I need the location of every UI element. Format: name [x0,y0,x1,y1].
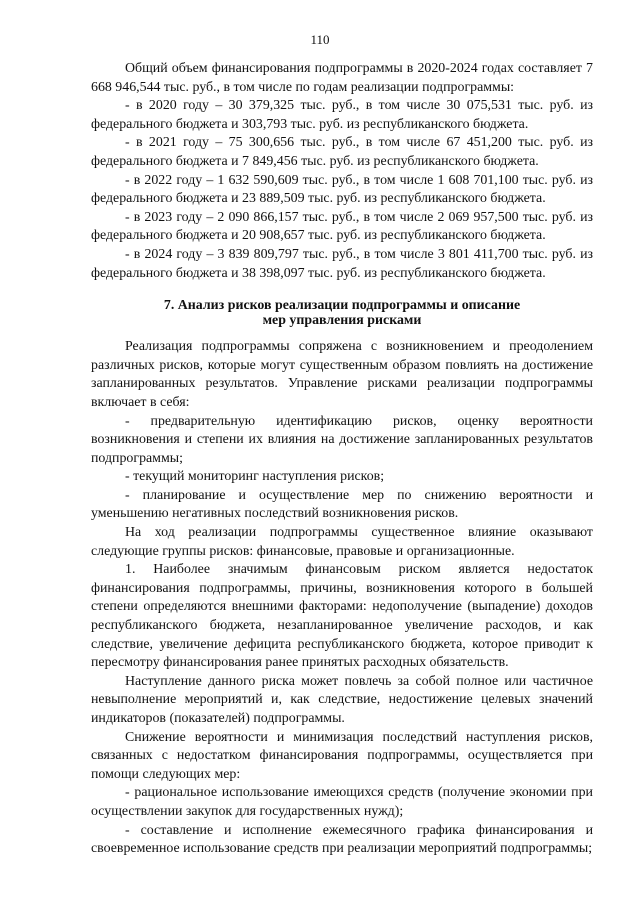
financing-2023-paragraph: - в 2023 году – 2 090 866,157 тыс. руб., в том числе 2 069 957,500 тыс. руб. из федерального бюджета и 20 908,657 тыс. руб. из республиканского бюджета. [91,209,593,244]
section-heading-line-2: мер управления рисками [262,312,422,328]
risk-list-item-planning: - планирование и осуществление мер по снижению вероятности и уменьшению негативных последствий возникновения рисков. [91,487,593,522]
risk-groups-paragraph: На ход реализации подпрограммы существенное влияние оказывают следующие группы рисков: финансовые, правовые и организационные. [91,525,593,559]
risk-mitigation-paragraph: Снижение вероятности и минимизация последствий наступления рисков, связанных с недостатком финансирования подпрограммы, осуществляется при помощи следующих мер: [91,729,593,782]
risk-consequence-paragraph: Наступление данного риска может повлечь за собой полное или частичное невыполнение мероприятий и, как следствие, недостижение целевых значений индикаторов (показателей) подпрограммы. [91,673,593,726]
financing-2020-paragraph: - в 2020 году – 30 379,325 тыс. руб., в том числе 30 075,531 тыс. руб. из федерального бюджета и 303,793 тыс. руб. из республиканского бюджета. [91,98,593,132]
risk-list-item-identification: - предварительную идентификацию рисков, оценку вероятности возникновения и степени их влияния на достижение запланированных результатов подпрограммы; [91,413,593,466]
risk-intro-paragraph: Реализация подпрограммы сопряжена с возникновением и преодолением различных рисков, которые могут существенным образом повлиять на достижение запланированных результатов. Управление рисками реализации подпрограммы включает в себя: [91,339,593,410]
risk-list-item-monitoring: - текущий мониторинг наступления рисков; [125,469,385,485]
financing-2021-paragraph: - в 2021 году – 75 300,656 тыс. руб., в том числе 67 451,200 тыс. руб. из федерального бюджета и 7 849,456 тыс. руб. из республиканского бюджета. [91,135,593,169]
section-heading [91,299,593,328]
document-body [91,60,593,859]
financing-2024-paragraph: - в 2024 году – 3 839 809,797 тыс. руб., в том числе 3 801 411,700 тыс. руб. из федерального бюджета и 38 398,097 тыс. руб. из республиканского бюджета. [91,246,593,281]
financing-2022-paragraph: - в 2022 году – 1 632 590,609 тыс. руб., в том числе 1 608 701,100 тыс. руб. из федерального бюджета и 23 889,509 тыс. руб. из республиканского бюджета. [91,172,593,207]
financial-risk-paragraph: 1. Наиболее значимым финансовым риском является недостаток финансирования подпрограммы, причины, возникновения которого в большей степени определяются внешними факторами: недополучение (выпадение) доходов республиканского бюджета, незапланированное увеличение расходов, и как следствие, увеличение дефицита республиканского бюджета, которое приводит к пересмотру финансирования ранее принятых расходных обязательств. [91,562,593,671]
financing-total-paragraph: Общий объем финансирования подпрограммы в 2020-2024 годах составляет 7 668 946,544 тыс. руб., в том числе по годам реализации подпрограммы: [91,61,593,95]
mitigation-item-schedule: - составление и исполнение ежемесячного графика финансирования и своевременное использование средств при реализации мероприятий подпрограммы; [91,822,593,857]
mitigation-item-rational-use: - рациональное использование имеющихся средств (получение экономии при осуществлении закупок для государственных нужд); [91,785,593,819]
section-heading-line-1: 7. Анализ рисков реализации подпрограммы и описание [163,298,521,314]
page-number: 110 [310,32,330,47]
